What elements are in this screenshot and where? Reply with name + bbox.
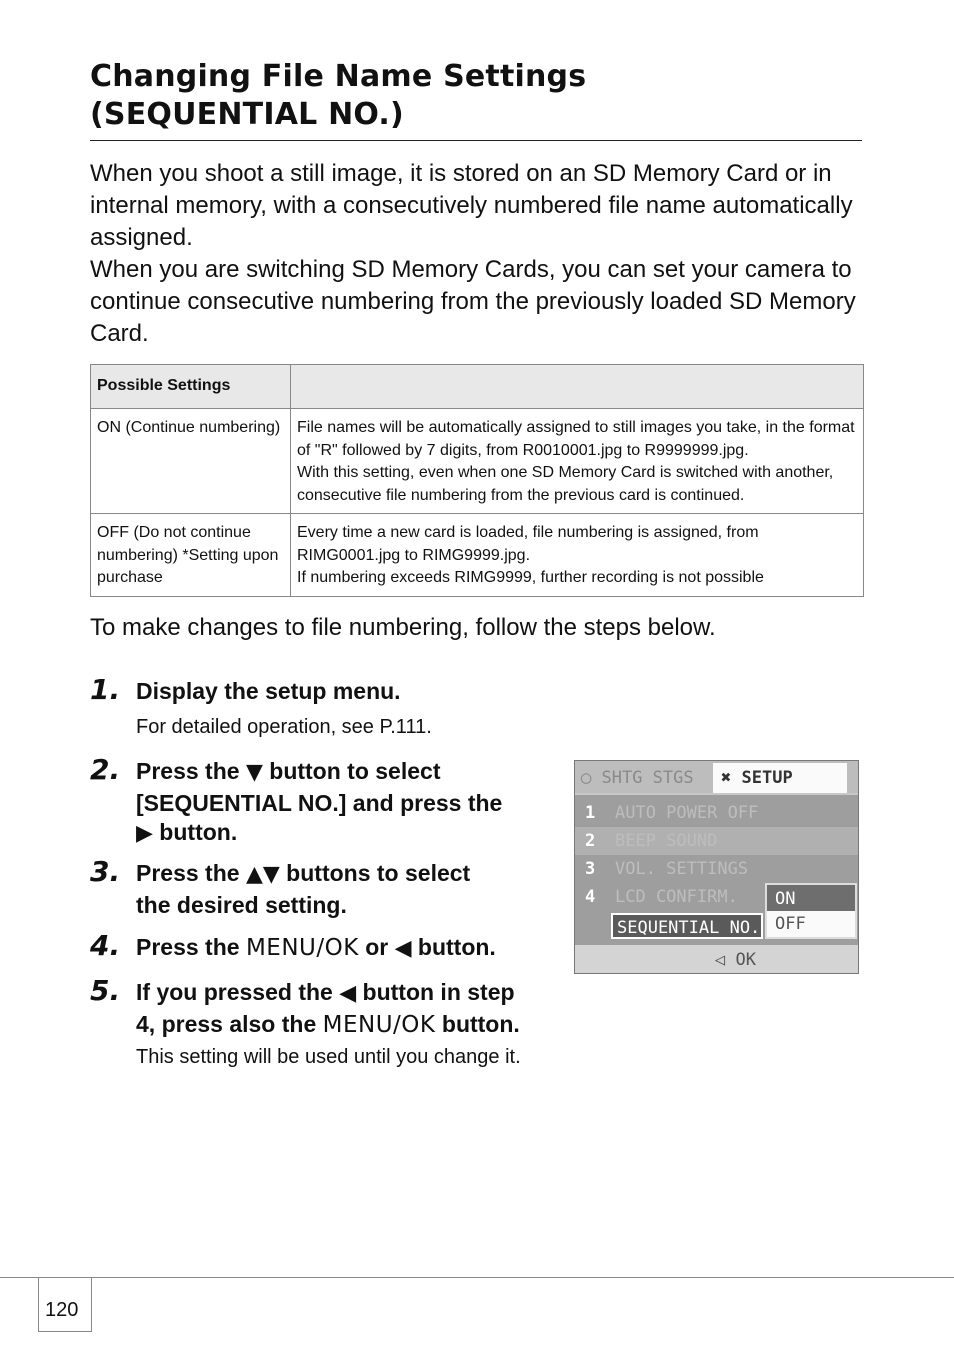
step-5-line-2 xyxy=(136,1009,576,1041)
step-2-number: 2. xyxy=(90,753,121,786)
step-1-number: 1. xyxy=(90,673,121,706)
lcd-footer-label: ◁ OK xyxy=(715,950,756,970)
step-1-sub: For detailed operation, see P.111. xyxy=(136,716,432,738)
setting-off-desc-2: If numbering exceeds RIMG9999, further recording is not possible xyxy=(297,569,764,586)
lcd-tab-shooting: ◯ SHTG STGS xyxy=(581,768,694,788)
step-3-line-1 xyxy=(136,858,556,890)
lcd-option-off-label: OFF xyxy=(775,914,806,934)
left-arrow-icon: ◀ xyxy=(394,936,412,961)
step-5-part-c: 4, press also the xyxy=(136,1011,323,1037)
step-3-part-b: buttons to select xyxy=(279,860,471,886)
lcd-row-label: VOL. SETTINGS xyxy=(615,859,749,879)
lcd-row-number: 2 xyxy=(585,831,596,851)
step-2-part-a: Press the xyxy=(136,758,246,784)
lcd-option-on: ON xyxy=(775,889,796,909)
table-header-row xyxy=(91,365,864,409)
wrench-icon: ✖ xyxy=(721,768,732,788)
lcd-row-label: AUTO POWER OFF xyxy=(615,803,759,823)
step-4-text xyxy=(136,932,556,964)
title-line-1: Changing File Name Settings xyxy=(90,59,587,94)
setting-on-label: ON (Continue numbering) xyxy=(91,409,291,514)
down-arrow-icon: ▼ xyxy=(245,760,263,785)
step-5-part-d: button. xyxy=(435,1011,520,1037)
lcd-row-number: 3 xyxy=(585,859,596,879)
step-2-line-2: [SEQUENTIAL NO.] and press the xyxy=(136,790,503,816)
title-line-2: (SEQUENTIAL NO.) xyxy=(90,97,404,132)
lcd-row-label: LCD CONFIRM. xyxy=(615,887,738,907)
step-5-number: 5. xyxy=(90,974,121,1007)
up-down-arrow-icon: ▲▼ xyxy=(245,862,280,887)
table-row xyxy=(91,409,864,514)
settings-table xyxy=(90,364,864,597)
right-arrow-icon: ▶ xyxy=(136,821,153,846)
lcd-menu-row xyxy=(575,827,859,855)
step-5-sub: This setting will be used until you change it. xyxy=(136,1046,521,1068)
steps-lead-text: To make changes to file numbering, follow the steps below. xyxy=(90,614,716,641)
lcd-tab-setup-label: SETUP xyxy=(741,768,793,788)
lcd-menu-row xyxy=(575,799,859,827)
step-3-line-2: the desired setting. xyxy=(136,892,347,918)
step-5-line-1 xyxy=(136,977,576,1009)
setting-off-desc-1: Every time a new card is loaded, file numbering is assigned, from RIMG0001.jpg to RIMG9999.jpg. xyxy=(297,524,759,564)
step-2-part-b: button to select xyxy=(262,758,441,784)
step-3-part-a: Press the xyxy=(136,860,246,886)
menu-ok-label: MENU/OK xyxy=(322,1012,436,1038)
step-5-text xyxy=(136,977,576,1041)
step-2-line-3 xyxy=(136,819,556,847)
lcd-options-popup xyxy=(765,883,857,939)
lcd-row-number: 1 xyxy=(585,803,596,823)
setting-off-description xyxy=(291,514,864,597)
step-3-number: 3. xyxy=(90,855,121,888)
step-2-line-1 xyxy=(136,756,556,788)
step-5-part-a: If you pressed the xyxy=(136,979,340,1005)
page-title xyxy=(90,58,862,141)
step-1-text: Display the setup menu. xyxy=(136,678,401,704)
camera-lcd-screenshot xyxy=(574,760,859,974)
intro-paragraph-1: When you shoot a still image, it is stored on an SD Memory Card or in internal memory, with a consecutively numbered file name automatically assigned. xyxy=(90,160,853,251)
step-4-part-a: Press the xyxy=(136,934,246,960)
step-3-text xyxy=(136,858,556,921)
lcd-option-off xyxy=(767,911,855,937)
setting-on-desc-2: With this setting, even when one SD Memory Card is switched with another, consecutive file numbering from the previous card is continued. xyxy=(297,464,834,504)
table-header-setting: Possible Settings xyxy=(91,365,291,409)
setting-off-label: OFF (Do not continue numbering) *Setting upon purchase xyxy=(91,514,291,597)
lcd-tab-bar xyxy=(575,761,859,793)
setting-on-description xyxy=(291,409,864,514)
step-4-line-1 xyxy=(136,932,556,964)
step-4-part-b: or xyxy=(358,934,395,960)
lcd-tab-shooting-label: SHTG STGS xyxy=(601,768,694,788)
step-5-part-b: button in step xyxy=(356,979,515,1005)
step-2-text xyxy=(136,756,556,847)
page-number: 120 xyxy=(45,1299,79,1321)
footer-rule xyxy=(0,1277,954,1278)
lcd-selected-item: SEQUENTIAL NO. xyxy=(611,913,763,939)
lcd-row-label: BEEP SOUND xyxy=(615,831,718,851)
step-4-part-c: button. xyxy=(411,934,496,960)
menu-ok-label: MENU/OK xyxy=(245,935,359,961)
lcd-row-number: 4 xyxy=(585,887,596,907)
intro-paragraph-2: When you are switching SD Memory Cards, you can set your camera to continue consecutive numbering from the previously loaded SD Memory Card. xyxy=(90,256,856,347)
left-arrow-icon: ◀ xyxy=(339,981,357,1006)
setting-on-desc-1: File names will be automatically assigned to still images you take, in the format of "R" followed by 7 digits, from R0010001.jpg to R9999999.jpg. xyxy=(297,419,855,459)
table-row xyxy=(91,514,864,597)
lcd-footer xyxy=(575,945,859,974)
lcd-tab-setup xyxy=(713,763,847,793)
lcd-menu-row xyxy=(575,855,859,883)
table-header-description xyxy=(291,365,864,409)
step-4-number: 4. xyxy=(90,929,121,962)
step-2-part-d: button. xyxy=(152,819,238,845)
intro-text xyxy=(90,158,865,350)
